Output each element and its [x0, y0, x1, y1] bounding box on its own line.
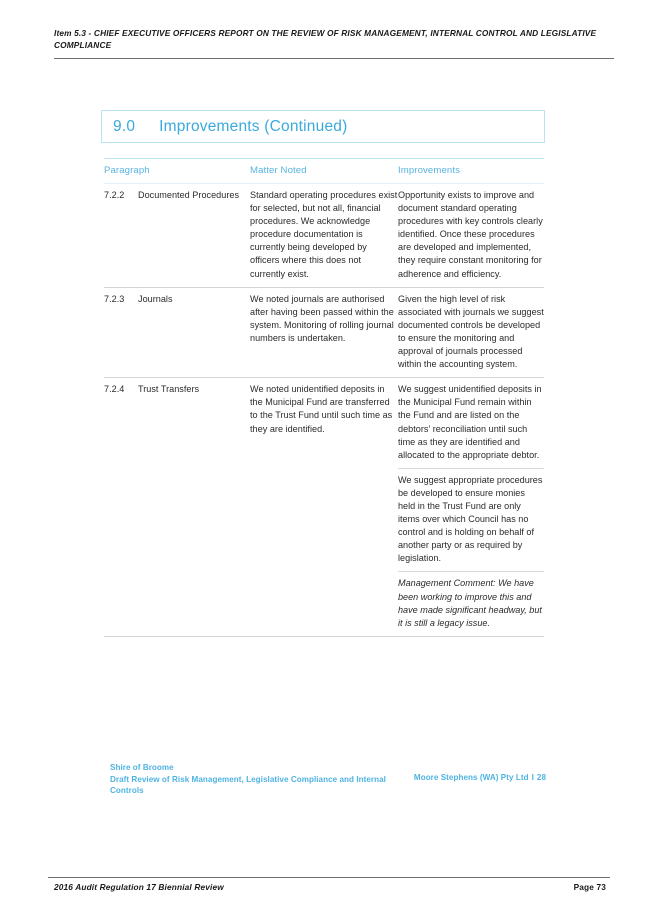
page-footer-rule: [48, 877, 610, 878]
improvement-text: Given the high level of risk associated with journals we suggest documented controls be developed to ensure the monitoring and approval of journals processed within the accounting system.: [398, 293, 544, 370]
cell-improvements: [398, 189, 544, 281]
improvement-subcell-group: [398, 468, 544, 636]
table-subrow: [104, 468, 544, 636]
cell-matter-noted: [250, 293, 398, 345]
matter-noted-text: Standard operating procedures exist for selected, but not all, financial procedures. We acknowledge procedure documentation is currently being developed by officers where this does not currently exist.: [250, 190, 398, 279]
improvement-text: We suggest unidentified deposits in the Municipal Fund remain within the Fund and are listed on the debtors’ reconciliation until such time as they are identified and allocated to the appropriate debtor.: [398, 384, 542, 460]
page-footer-left: 2016 Audit Regulation 17 Biennial Review: [54, 882, 224, 892]
cell-paragraph: [104, 383, 250, 396]
report-page-number: 28: [536, 773, 546, 782]
document-header-text: Item 5.3 - CHIEF EXECUTIVE OFFICERS REPORT ON THE REVIEW OF RISK MANAGEMENT, INTERNAL CONTROL AND LEGISLATIVE COMPLIANCE: [54, 28, 597, 50]
report-name: Draft Review of Risk Management, Legislative Compliance and Internal Controls: [110, 774, 386, 795]
matter-noted-text: We noted unidentified deposits in the Municipal Fund are transferred to the Trust Fund until such time as they are identified.: [250, 384, 393, 434]
column-header-matter-noted: Matter Noted: [250, 165, 307, 176]
management-comment-text: Management Comment: We have been working to improve this and have made significant headway, but it is still a legacy issue.: [398, 578, 542, 628]
column-header-paragraph: Paragraph: [104, 165, 150, 176]
paragraph-title: Documented Procedures: [138, 190, 240, 200]
organisation-name: Shire of Broome: [110, 763, 174, 772]
document-running-header: [54, 28, 606, 51]
cell-matter-noted: [250, 189, 398, 281]
column-header-improvements: Improvements: [398, 165, 460, 176]
brand-footer-right: [414, 762, 546, 782]
table-row: [104, 288, 544, 378]
table-header-row: [104, 159, 544, 183]
table-bottom-rule: [104, 636, 544, 637]
section-title-box: [101, 110, 545, 143]
cell-matter-noted: [250, 383, 398, 435]
paragraph-number: 7.2.2: [104, 190, 125, 200]
improvements-table: [104, 158, 544, 637]
section-number: 9.0: [113, 117, 136, 135]
paragraph-title: Journals: [138, 293, 173, 304]
page-footer: [54, 882, 606, 892]
cell-paragraph: [104, 189, 250, 202]
brand-footer-left: [110, 762, 414, 797]
matter-noted-text: We noted journals are authorised after having been passed within the system. Monitoring of rolling journal numbers is undertaken.: [250, 293, 394, 343]
firm-name: Moore Stephens (WA) Pty Ltd: [413, 773, 529, 782]
table-row: [104, 184, 544, 287]
paragraph-number: 7.2.4: [104, 384, 125, 395]
brand-footer: [110, 762, 546, 797]
page-footer-right: Page 73: [573, 882, 606, 892]
paragraph-number: 7.2.3: [104, 293, 125, 304]
table-row: [104, 378, 544, 468]
improvement-text: We suggest appropriate procedures be developed to ensure monies held in the Trust Fund are only items over which Council has no control and is holding on behalf of another party or as required by legislation.: [398, 474, 543, 564]
cell-paragraph: [104, 293, 250, 306]
document-header-rule: [54, 58, 614, 59]
cell-improvements: [398, 383, 544, 462]
section-title-label: Improvements (Continued): [159, 117, 348, 135]
cell-improvements: [398, 293, 544, 372]
paragraph-title: Trust Transfers: [138, 384, 200, 395]
footer-separator: I: [531, 773, 534, 782]
improvement-text: Opportunity exists to improve and document standard operating procedures with key controls clearly identified. Once these procedures are developed and implemented, they require constant monitoring for adherence and efficiency.: [398, 190, 543, 279]
